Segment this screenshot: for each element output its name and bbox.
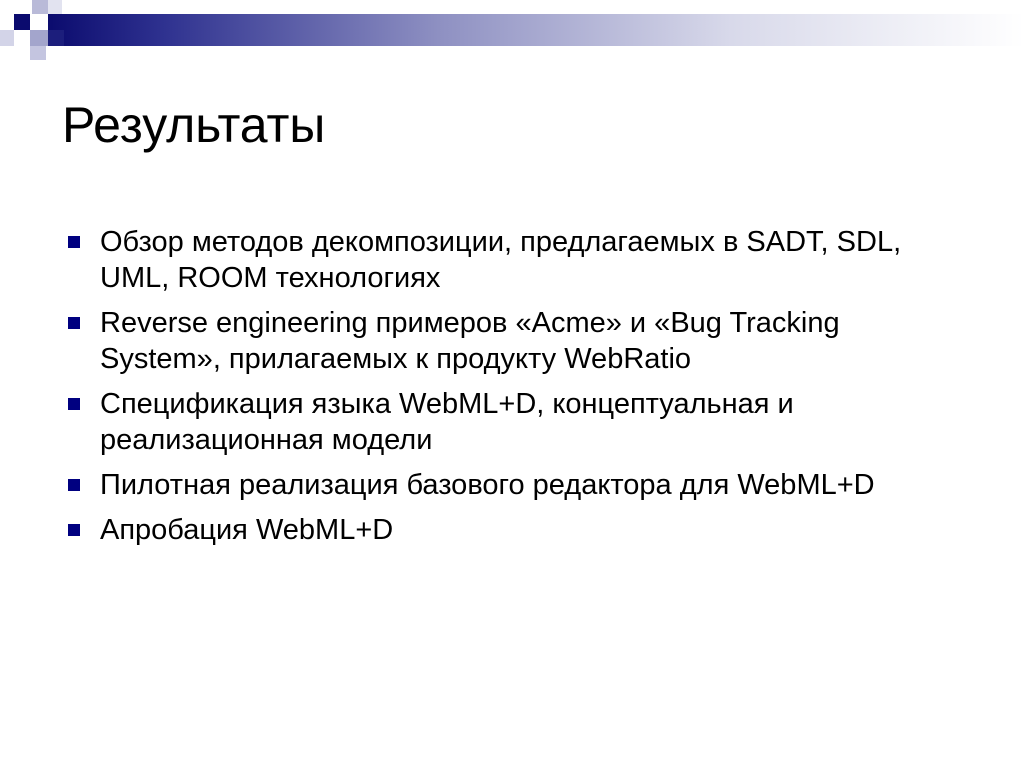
square-bullet-icon [68,398,80,410]
slide-title: Результаты [62,97,326,153]
bullet-item [62,224,962,296]
bullet-list [62,224,962,557]
bullet-item [62,386,962,458]
decor-square [14,14,30,30]
bullet-item [62,512,962,548]
square-bullet-icon [68,524,80,536]
decor-square [48,0,62,14]
bullet-text: Обзор методов декомпозиции, предлагаемых в SADT, SDL, UML, ROOM технологиях [100,226,902,294]
decor-square [30,46,46,60]
decor-square [0,30,14,46]
square-bullet-icon [68,236,80,248]
bullet-item [62,467,962,503]
square-bullet-icon [68,317,80,329]
header-gradient-bar [48,14,1024,46]
square-bullet-icon [68,479,80,491]
bullet-text: Спецификация языка WebML+D, концептуальная и реализационная модели [100,388,794,456]
bullet-text: Reverse engineering примеров «Acme» и «Bug Tracking System», прилагаемых к продукту WebRatio [100,307,840,375]
bullet-text: Пилотная реализация базового редактора для WebML+D [100,469,875,501]
bullet-item [62,305,962,377]
bullet-text: Апробация WebML+D [100,514,394,546]
decor-square [30,30,48,46]
decor-square [32,0,48,14]
decor-square [48,30,64,46]
